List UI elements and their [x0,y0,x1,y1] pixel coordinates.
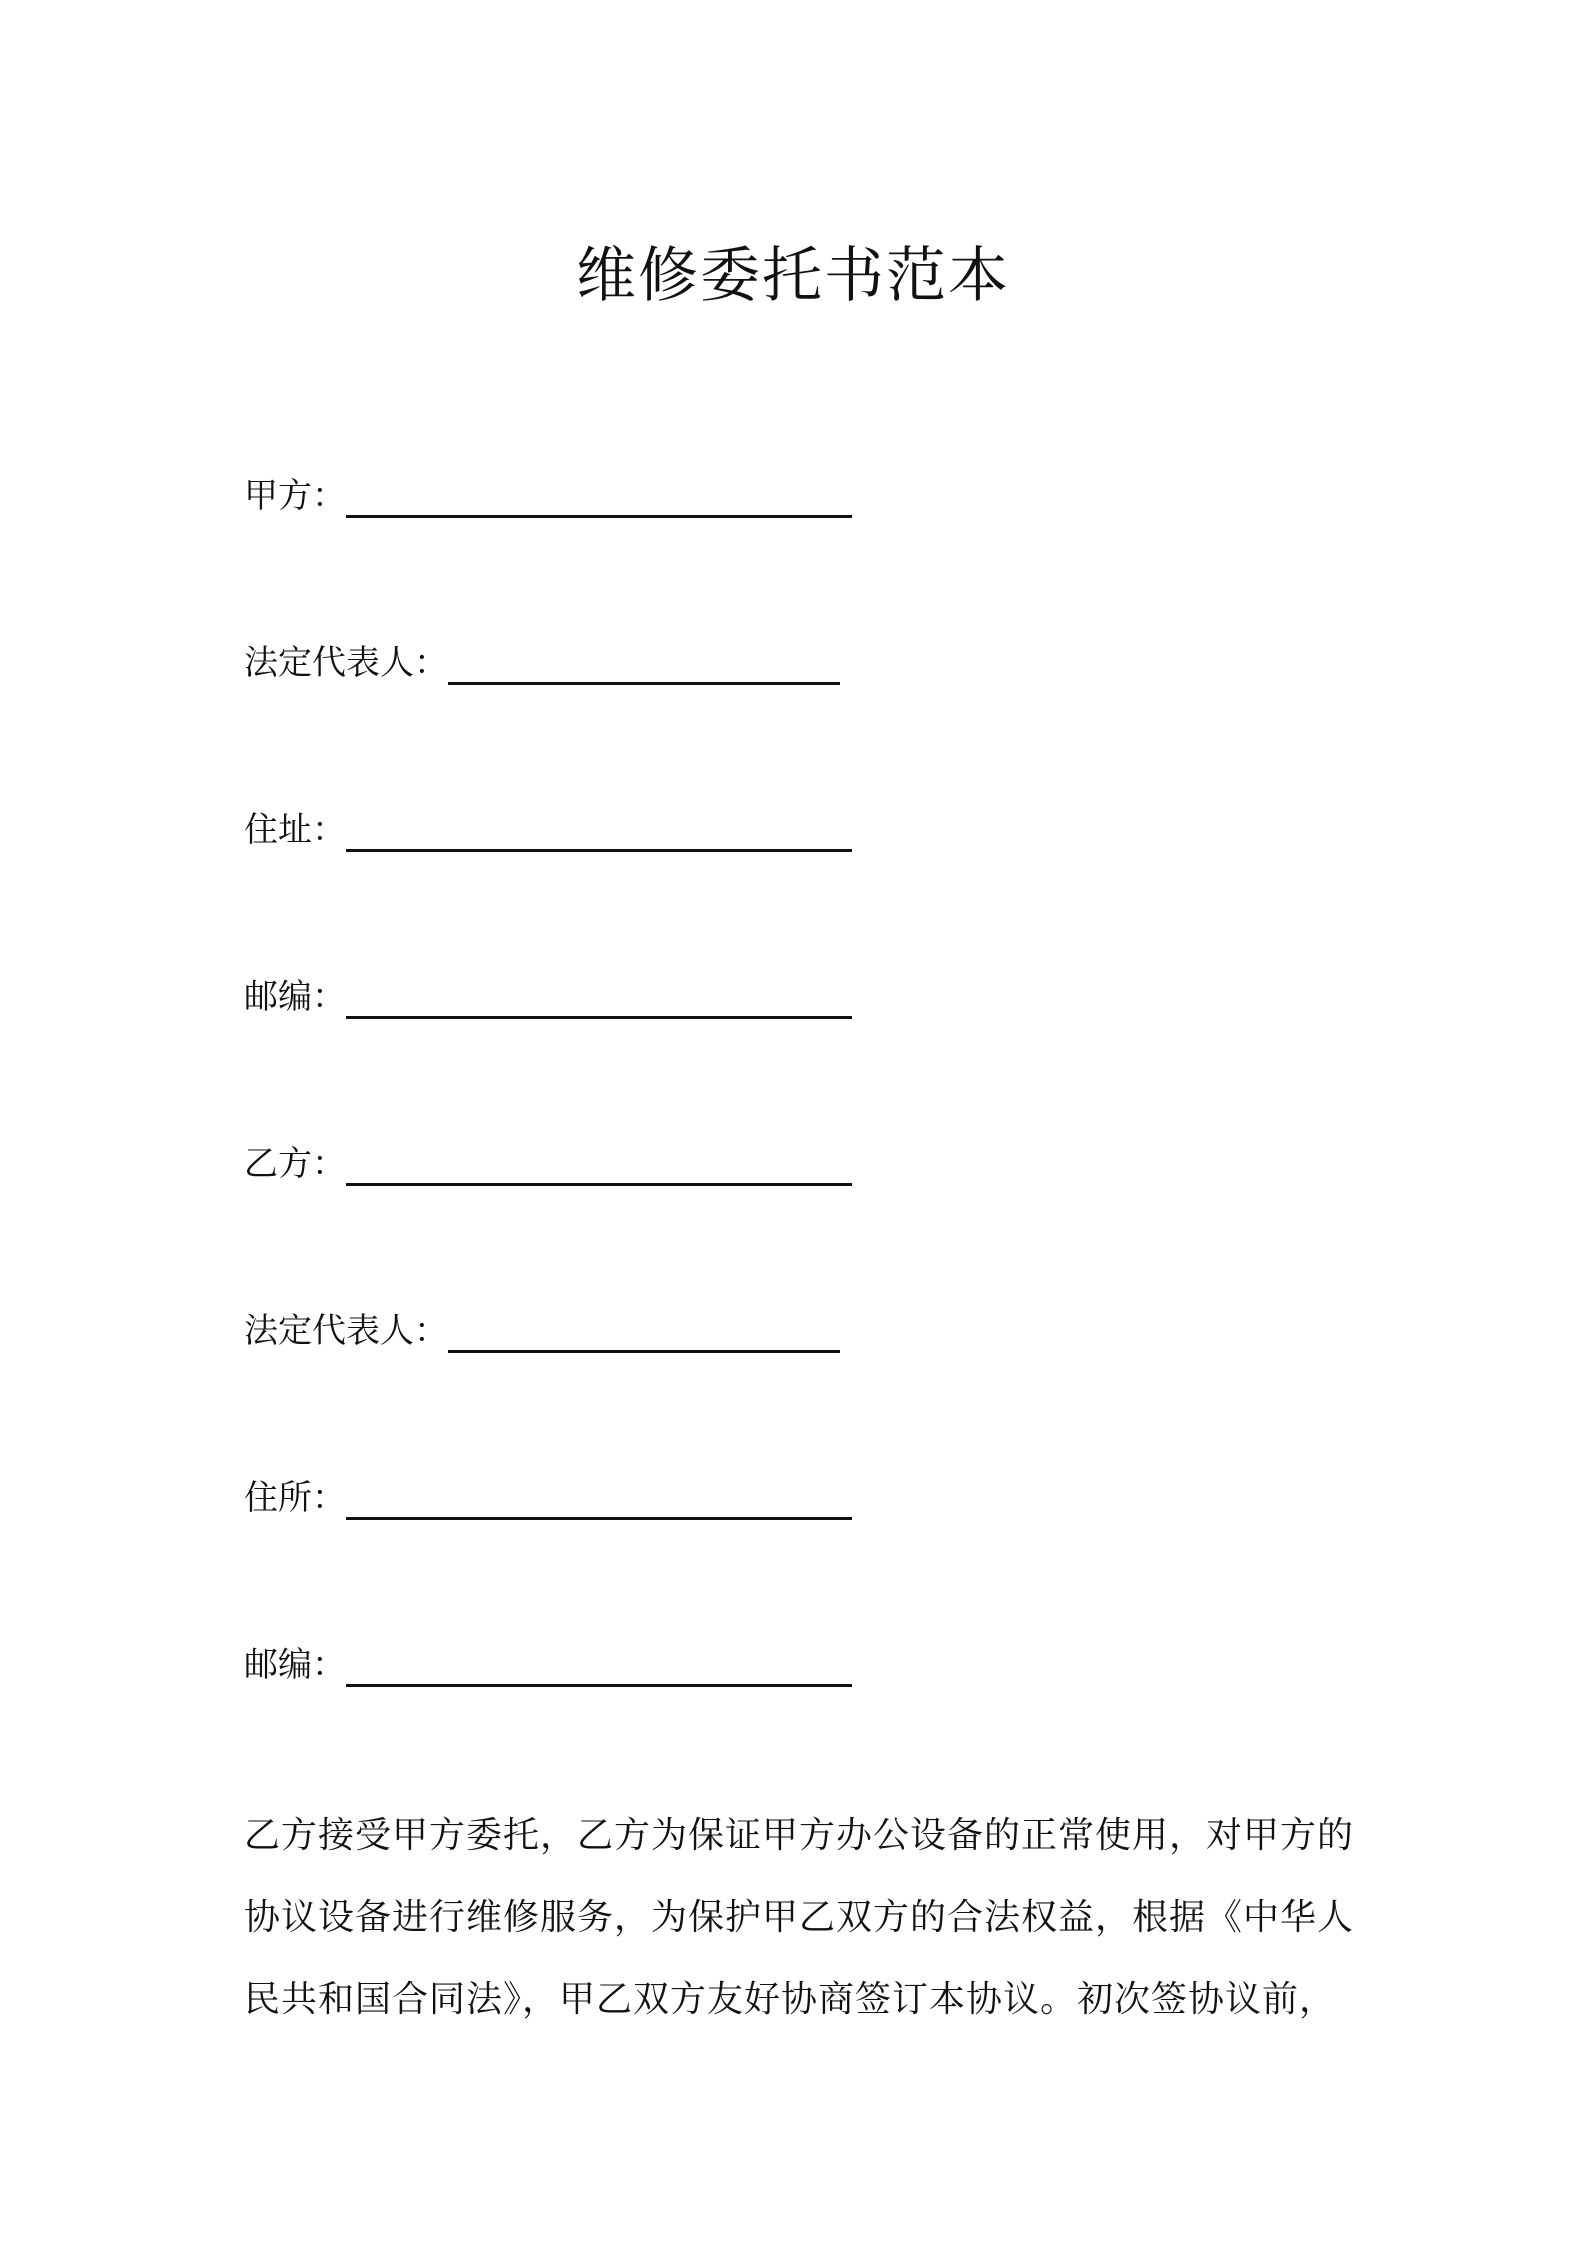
field-label: 法定代表人： [244,1311,448,1351]
blank-line [346,1143,852,1186]
field-party-a-legal-rep [244,629,840,685]
blank-line [346,1477,852,1520]
blank-line [346,809,852,852]
blank-line [346,1644,852,1687]
blank-line [346,976,852,1019]
field-label: 住址： [244,810,346,850]
field-label: 法定代表人： [244,643,448,683]
paragraph-line: 民共和国合同法》，甲乙双方友好协商签订本协议。初次签协议前， [244,1979,1337,2020]
field-party-b-residence [244,1464,852,1520]
blank-line [448,642,840,685]
field-label: 甲方： [244,476,346,516]
field-party-a-address [244,796,852,852]
field-party-b-legal-rep [244,1297,840,1353]
blank-line [346,475,852,518]
field-label: 邮编： [244,977,346,1017]
paragraph-line: 乙方接受甲方委托，乙方为保证甲方办公设备的正常使用，对甲方的 [244,1815,1355,1856]
field-label: 邮编： [244,1645,346,1685]
agreement-paragraph [244,1795,1364,2041]
field-party-a [244,462,852,518]
document-title: 维修委托书范本 [576,241,1010,312]
blank-line [448,1310,840,1353]
field-label: 乙方： [244,1144,346,1184]
field-party-a-postcode [244,963,852,1019]
field-party-b-postcode [244,1631,852,1687]
field-party-b [244,1130,852,1186]
paragraph-line: 协议设备进行维修服务，为保护甲乙双方的合法权益，根据《中华人 [244,1897,1355,1938]
field-label: 住所： [244,1478,346,1518]
